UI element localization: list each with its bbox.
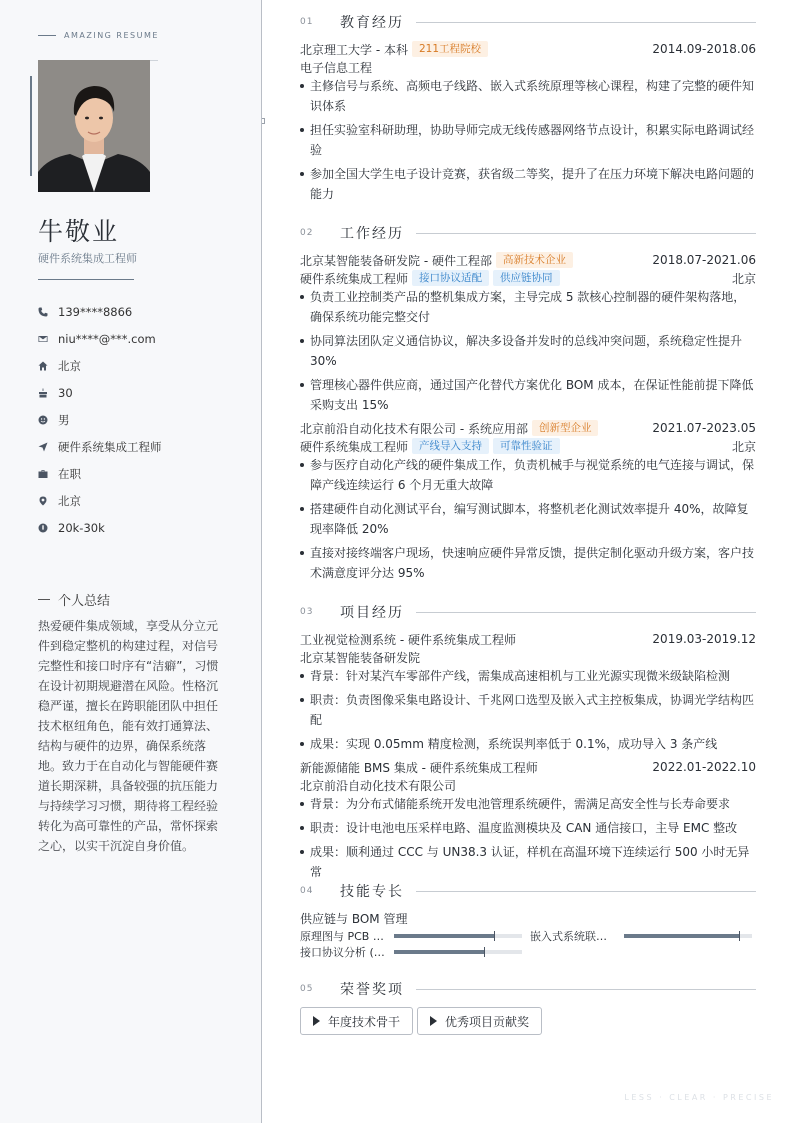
job-1-company: 北京某智能装备研发院 - 硬件工程部 (300, 253, 492, 268)
award-label: 优秀项目贡献奖 (445, 1014, 530, 1029)
list-item: 职责：负责图像采集电路设计、千兆网口选型及嵌入式主控板集成，协调光学结构匹配 (300, 690, 756, 730)
gender-text: 男 (58, 412, 70, 427)
brand-divider (38, 35, 56, 36)
info-email (38, 325, 162, 352)
list-item: 协同算法团队定义通信协议，解决多设备并发时的总线冲突问题，系统稳定性提升 30% (300, 331, 756, 371)
education-number: 01 (300, 17, 314, 27)
job-2-role: 硬件系统集成工程师 (300, 439, 409, 454)
skill-bar (624, 934, 752, 938)
list-item: 背景：为分布式储能系统开发电池管理系统硬件，需满足高安全性与长寿命要求 (300, 794, 756, 814)
honors-title: 荣誉奖项 (340, 982, 404, 998)
footer-watermark: LESS · CLEAR · PRECISE (624, 1093, 774, 1102)
skills-headline: 供应链与 BOM 管理 (300, 912, 408, 926)
cake-icon (38, 388, 58, 398)
list-item: 直接对接终端客户现场，快速响应硬件异常反馈，提供定制化驱动升级方案，客户技术满意度评分达 95% (300, 543, 756, 583)
job-1-period: 2018.07-2021.06 (652, 253, 756, 267)
job-2-skill-tag: 可靠性验证 (493, 438, 560, 454)
list-item: 职责：设计电池电压采样电路、温度监测模块及 CAN 通信接口，主导 EMC 整改 (300, 818, 756, 838)
skill-bar-cap (494, 931, 495, 941)
brand-text: AMAZING RESUME (64, 31, 159, 40)
job-1-city: 北京 (731, 271, 756, 286)
list-item: 担任实验室科研助理，协助导师完成无线传感器网络节点设计，积累实际电路调试经验 (300, 120, 756, 160)
phone-icon (38, 307, 58, 317)
work-number: 02 (300, 228, 314, 238)
list-item: 管理核心器件供应商，通过国产化替代方案优化 BOM 成本，在保证性能前提下降低采购支出 15% (300, 375, 756, 415)
skill-bar-fill (394, 950, 484, 954)
job-1-skill-tag: 接口协议适配 (412, 270, 489, 286)
brand (38, 31, 159, 40)
project-1-period: 2019.03-2019.12 (652, 632, 756, 646)
project-1-bullets (300, 666, 756, 758)
play-icon (430, 1016, 437, 1026)
status-text: 在职 (58, 466, 81, 481)
skill-item (300, 945, 522, 959)
summary-dash (38, 599, 50, 600)
skill-name: 原理图与 PCB … (300, 930, 384, 943)
mail-icon (38, 334, 58, 344)
skills-title: 技能专长 (340, 884, 404, 900)
avatar (38, 60, 150, 192)
project-2-org: 北京前沿自动化技术有限公司 (300, 778, 457, 793)
section-divider (416, 891, 756, 892)
list-item: 参加全国大学生电子设计竞赛，获省级二等奖，提升了在压力环境下解决电路问题的能力 (300, 164, 756, 204)
projects-title: 项目经历 (340, 605, 404, 621)
skill-item (300, 929, 522, 943)
award-badge (417, 1007, 542, 1035)
skills-section-header (300, 881, 756, 901)
age-text: 30 (58, 385, 73, 400)
project-2-org-row (300, 776, 756, 794)
job-2-company: 北京前沿自动化技术有限公司 - 系统应用部 (300, 421, 528, 436)
skill-bar-fill (394, 934, 494, 938)
location-text: 北京 (58, 493, 81, 508)
skill-bar-cap (739, 931, 740, 941)
section-divider (416, 233, 756, 234)
job-1-skill-tag: 供应链协同 (493, 270, 560, 286)
list-item: 搭建硬件自动化测试平台，编写测试脚本，将整机老化测试效率提升 40%，故障复现率降低 20% (300, 499, 756, 539)
project-1-name: 工业视觉检测系统 - 硬件系统集成工程师 (300, 632, 516, 647)
award-badge (300, 1007, 413, 1035)
person-portrait-icon (38, 60, 150, 192)
candidate-title: 硬件系统集成工程师 (38, 252, 137, 265)
candidate-name: 牛敬业 (38, 217, 120, 246)
list-item: 负责工业控制类产品的整机集成方案，主导完成 5 款核心控制器的硬件架构落地，确保系统功能完整交付 (300, 287, 756, 327)
job-2-skill-tag: 产线导入支持 (412, 438, 489, 454)
info-age (38, 379, 162, 406)
education-school-row (300, 40, 756, 58)
education-bullets (300, 76, 756, 208)
project-1-org-row (300, 648, 756, 666)
job-2-period: 2021.07-2023.05 (652, 421, 756, 435)
name-divider (38, 279, 134, 280)
projects-number: 03 (300, 607, 314, 617)
city-text: 北京 (58, 358, 81, 373)
play-icon (313, 1016, 320, 1026)
work-title: 工作经历 (340, 226, 404, 242)
job-1-role-row (300, 269, 756, 287)
job-2-role-row (300, 437, 756, 455)
section-divider (416, 989, 756, 990)
projects-section-header (300, 602, 756, 622)
info-phone (38, 298, 162, 325)
education-section-header (300, 12, 756, 32)
info-target-role (38, 433, 162, 460)
project-1-org: 北京某智能装备研发院 (300, 650, 421, 665)
send-icon (38, 442, 58, 452)
work-section-header (300, 223, 756, 243)
skill-name: 接口协议分析 (… (300, 946, 385, 959)
honors-section-header (300, 979, 756, 999)
honors-number: 05 (300, 984, 314, 994)
skill-bar (394, 950, 522, 954)
info-city (38, 352, 162, 379)
major: 电子信息工程 (300, 60, 373, 75)
list-item: 主修信号与系统、高频电子线路、嵌入式系统原理等核心课程，构建了完整的硬件知识体系 (300, 76, 756, 116)
skill-item (530, 929, 752, 943)
list-item: 成果：实现 0.05mm 精度检测，系统误判率低于 0.1%，成功导入 3 条产线 (300, 734, 756, 754)
job-1-role: 硬件系统集成工程师 (300, 271, 409, 286)
job-2-company-row (300, 419, 756, 437)
sidebar (0, 0, 262, 1123)
school-name: 北京理工大学 - 本科 (300, 42, 408, 57)
skill-bar-cap (484, 947, 485, 957)
location-icon (38, 496, 58, 506)
job-2-bullets (300, 455, 756, 587)
profile-photo (38, 60, 150, 192)
section-divider (416, 22, 756, 23)
list-item: 背景：针对某汽车零部件产线，需集成高速相机与工业光源实现微米级缺陷检测 (300, 666, 756, 686)
email-text: niu****@***.com (58, 331, 156, 346)
job-2-city: 北京 (731, 439, 756, 454)
contact-info-list (38, 298, 162, 541)
info-gender (38, 406, 162, 433)
education-major-row (300, 58, 756, 76)
job-1-company-row (300, 251, 756, 269)
section-divider (416, 612, 756, 613)
award-label: 年度技术骨干 (328, 1014, 401, 1029)
skill-bar (394, 934, 522, 938)
education-title: 教育经历 (340, 15, 404, 31)
salary-icon (38, 523, 58, 533)
summary-heading-text: 个人总结 (58, 594, 111, 609)
summary-heading (38, 590, 110, 609)
phone-text: 139****8866 (58, 304, 133, 319)
project-2-bullets (300, 794, 756, 886)
skill-name: 嵌入式系统联… (530, 930, 607, 943)
briefcase-icon (38, 469, 58, 479)
list-item: 参与医疗自动化产线的硬件集成工作，负责机械手与视觉系统的电气连接与调试，保障产线连续运行 6 个月无重大故障 (300, 455, 756, 495)
gender-icon (38, 415, 58, 425)
photo-accent-line (30, 76, 32, 176)
job-1-bullets (300, 287, 756, 419)
job-1-company-tag: 高新技术企业 (496, 252, 573, 268)
project-1-row (300, 630, 756, 648)
education-period: 2014.09-2018.06 (652, 42, 756, 56)
target-role-text: 硬件系统集成工程师 (58, 439, 162, 454)
home-icon (38, 361, 58, 371)
info-status (38, 460, 162, 487)
job-2-company-tag: 创新型企业 (532, 420, 599, 436)
list-item: 成果：顺利通过 CCC 与 UN38.3 认证，样机在高温环境下连续运行 500 小时无异常 (300, 842, 756, 882)
skills-number: 04 (300, 886, 314, 896)
info-location (38, 487, 162, 514)
project-2-row (300, 758, 756, 776)
salary-text: 20k-30k (58, 520, 105, 535)
summary-text: 热爱硬件集成领域，享受从分立元件到稳定整机的构建过程，对信号完整性和接口时序有“洁癖”，习惯在设计初期规避潜在风险。性格沉稳严谨，擅长在跨职能团队中担任技术枢纽角色，能有效打通算法、结构与硬件的边界，确保系统落地。致力于在自动化与智能硬件赛道长期深耕，具备较强的抗压能力与持续学习习惯，期待将工程经验转化为高可靠性的产品，常怀探索之心，以实干沉淀自身价值。 (38, 619, 219, 853)
project-2-period: 2022.01-2022.10 (652, 760, 756, 774)
sidebar-edge-marker (262, 118, 265, 124)
skill-bar-fill (624, 934, 739, 938)
info-salary (38, 514, 162, 541)
project-2-name: 新能源储能 BMS 集成 - 硬件系统集成工程师 (300, 760, 538, 775)
school-tag: 211工程院校 (412, 41, 488, 57)
